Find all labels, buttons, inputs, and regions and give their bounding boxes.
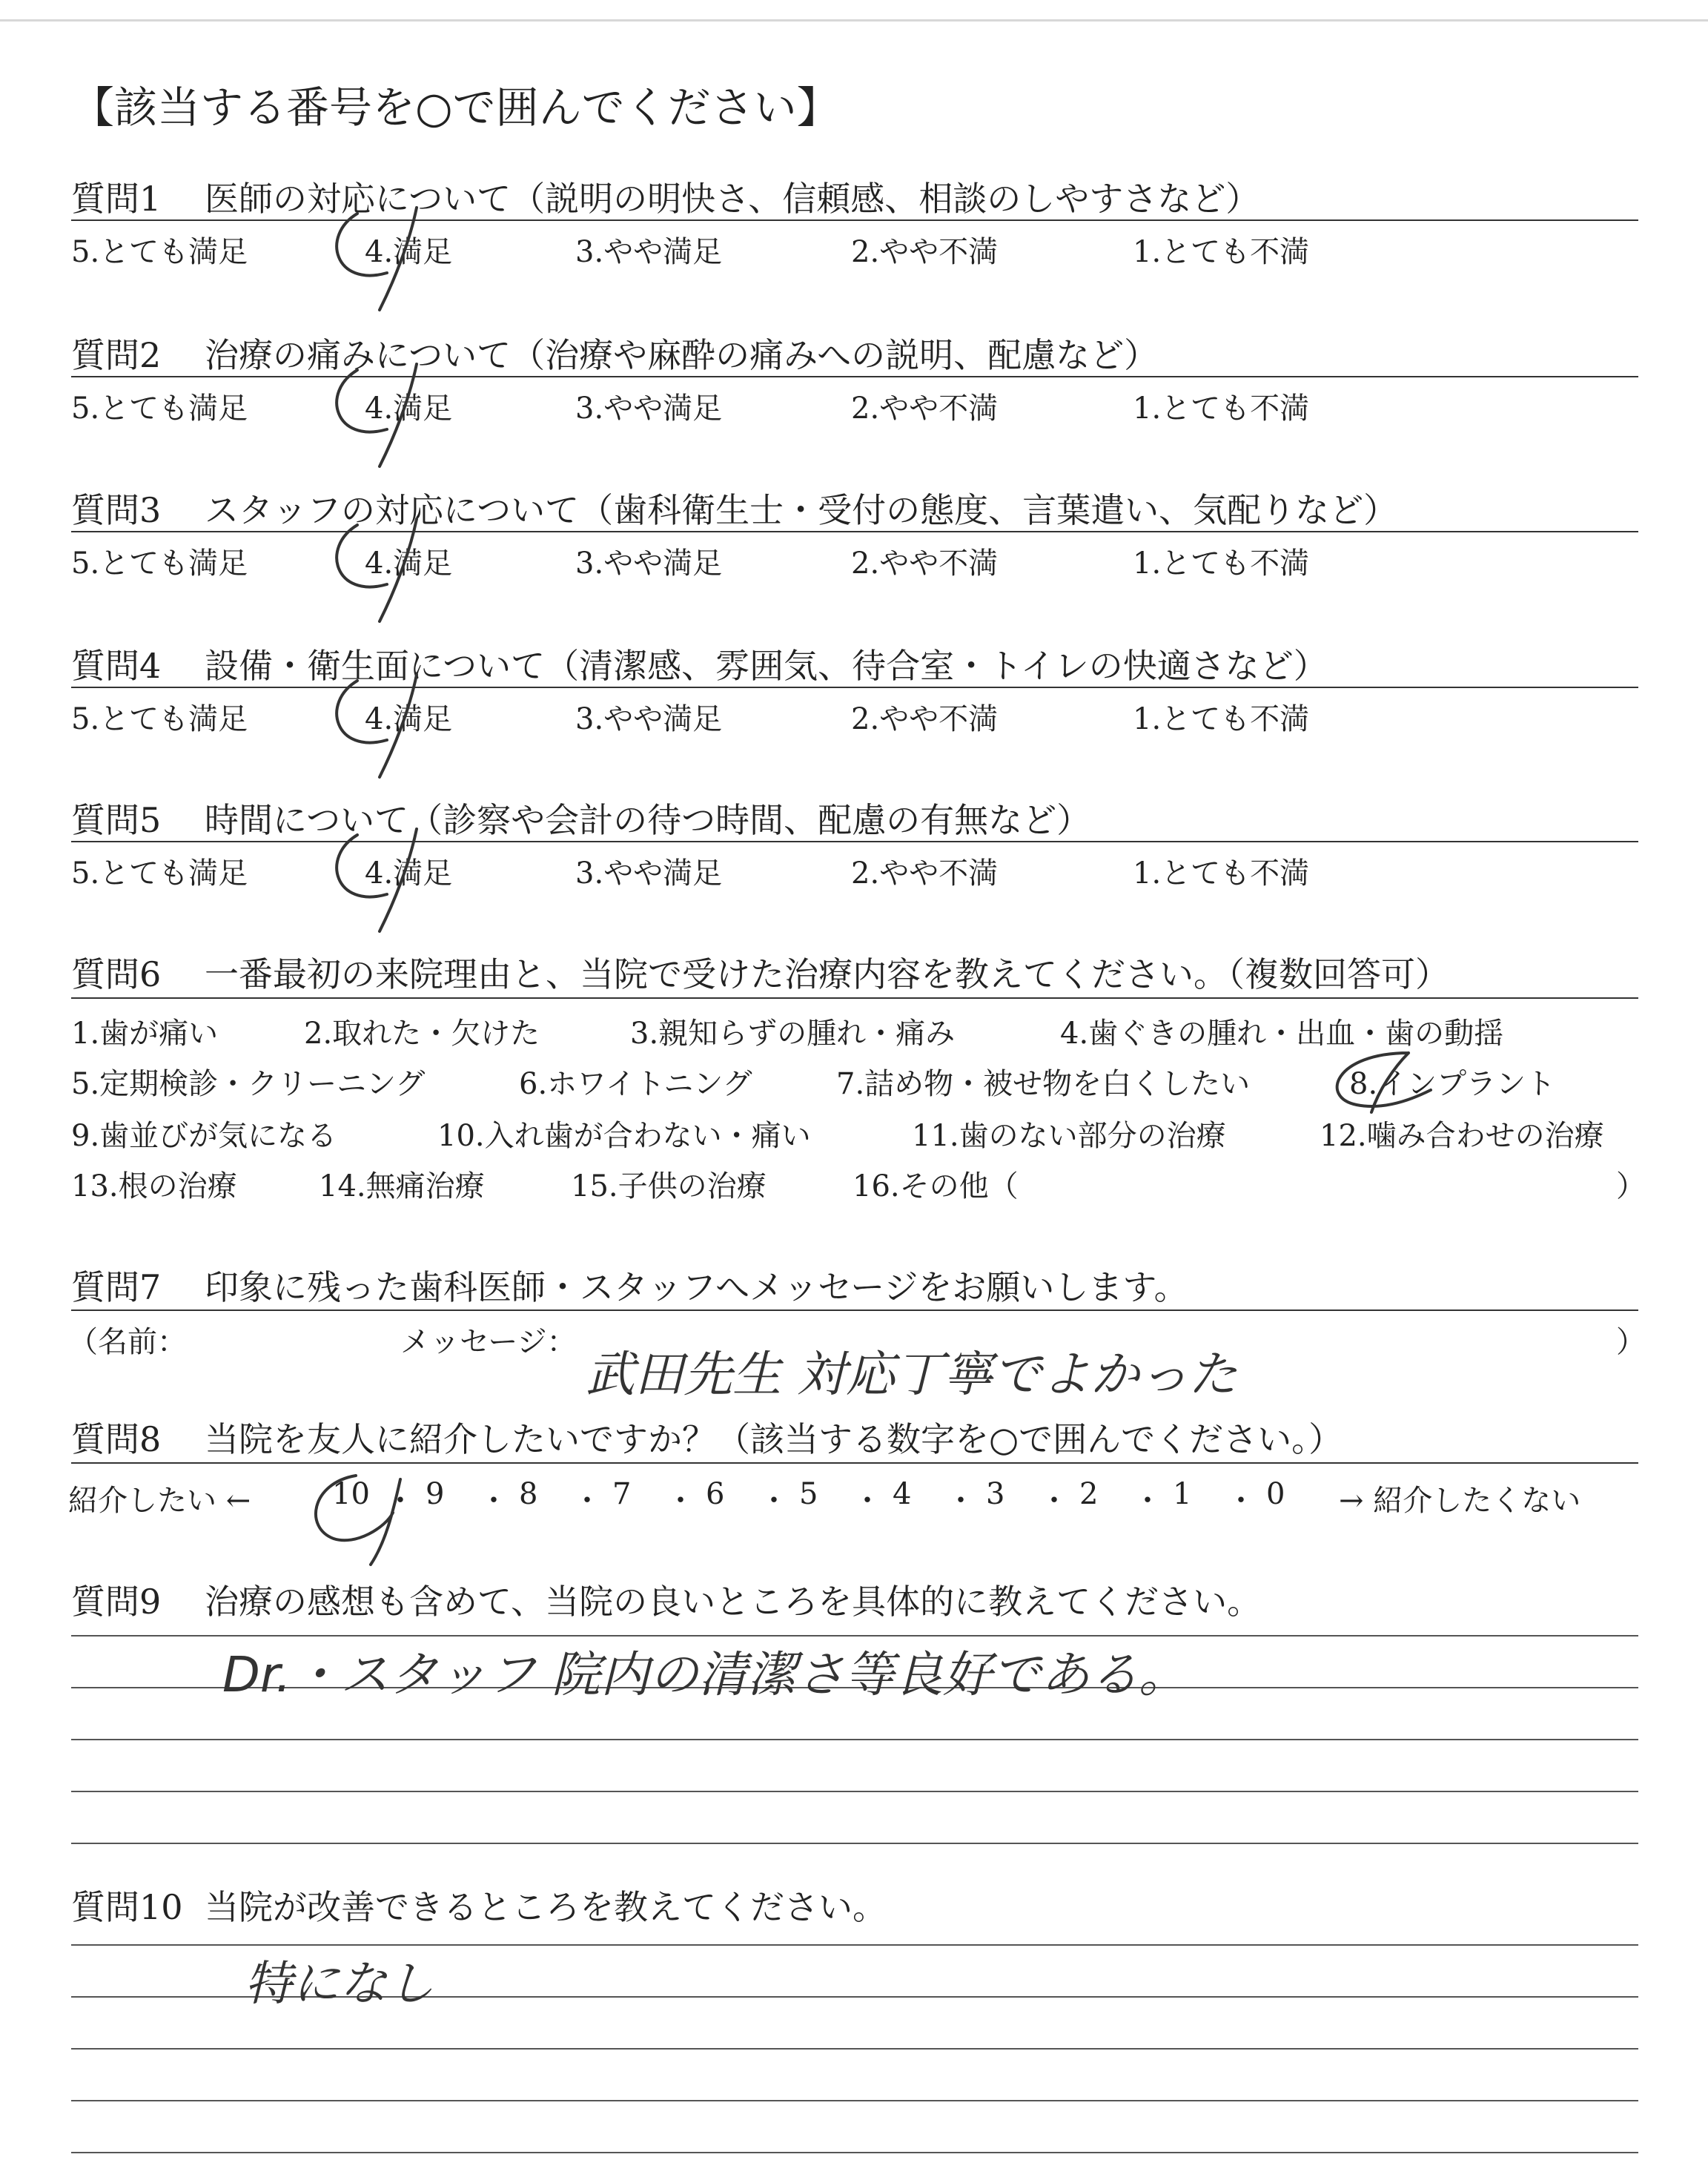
q8-scale-value-6: 6 <box>706 1477 725 1511</box>
form-heading: 【該当する番号を○で囲んでください】 <box>71 82 840 133</box>
q5-option-4: 2.やや不満 <box>851 856 999 891</box>
q5-selection-mark <box>337 829 417 931</box>
q4-option-4: 2.やや不満 <box>851 702 999 736</box>
q2-option-4: 2.やや不満 <box>851 392 999 426</box>
q8-scale-separator: ・ <box>479 1484 509 1518</box>
q3-option-4: 2.やや不満 <box>851 546 999 581</box>
q2-option-1: 5.とても満足 <box>71 392 248 426</box>
q4-selection-mark <box>337 675 417 777</box>
q2-option-5: 1.とても不満 <box>1133 392 1310 426</box>
q6-option-11: 11.歯のない部分の治療 <box>912 1119 1226 1153</box>
q8-scale-separator: ・ <box>1133 1484 1162 1518</box>
q7-message-label: メッセージ： <box>400 1325 577 1359</box>
q8-scale-value-10: 10 <box>332 1477 370 1511</box>
q1-option-1: 5.とても満足 <box>71 235 248 269</box>
q9-label: 質問9 <box>71 1582 162 1622</box>
q1-selection-mark <box>337 208 417 310</box>
q8-label: 質問8 <box>71 1419 162 1459</box>
q10-label: 質問10 <box>71 1887 183 1927</box>
q1-label: 質問1 <box>71 179 162 219</box>
q6-option-7: 7.詰め物・被せ物を白くしたい <box>836 1067 1251 1101</box>
q2-label: 質問2 <box>71 335 162 375</box>
q6-other-close: ） <box>1616 1169 1646 1203</box>
q3-label: 質問3 <box>71 490 162 530</box>
q3-selection-mark <box>337 519 417 621</box>
q3-option-2: 4.満足 <box>365 546 453 581</box>
q6-option-13: 13.根の治療 <box>71 1169 237 1203</box>
q8-scale-value-4: 4 <box>893 1477 912 1511</box>
q6-option-3: 3.親知らずの腫れ・痛み <box>630 1017 956 1051</box>
q8-right-label: → 紹介したくない <box>1339 1484 1581 1518</box>
q7-message-handwritten: 武田先生 対応丁寧でよかった <box>586 1346 1237 1403</box>
q10-text: 当院が改善できるところを教えてください。 <box>205 1887 887 1927</box>
q6-option-12: 12.噛み合わせの治療 <box>1320 1119 1604 1153</box>
q5-option-5: 1.とても不満 <box>1133 856 1310 891</box>
q6-option-9: 9.歯並びが気になる <box>71 1119 337 1153</box>
q8-scale-value-1: 1 <box>1173 1477 1192 1511</box>
q7-close-paren: ） <box>1616 1325 1646 1359</box>
q6-option-5: 5.定期検診・クリーニング <box>71 1067 426 1101</box>
q6-label: 質問6 <box>71 954 162 994</box>
q4-option-2: 4.満足 <box>365 702 453 736</box>
q8-scale-separator: ・ <box>759 1484 789 1518</box>
q7-text: 印象に残った歯科医師・スタッフへメッセージをお願いします。 <box>205 1267 1188 1307</box>
q8-scale-separator: ・ <box>1226 1484 1256 1518</box>
q1-text: 医師の対応について（説明の明快さ、信頼感、相談のしやすさなど） <box>205 179 1260 219</box>
q6-option-2: 2.取れた・欠けた <box>304 1017 540 1051</box>
q6-option-6: 6.ホワイトニング <box>519 1067 752 1101</box>
q1-option-2: 4.満足 <box>365 235 453 269</box>
q5-option-1: 5.とても満足 <box>71 856 248 891</box>
q4-text: 設備・衛生面について（清潔感、雰囲気、待合室・トイレの快適さなど） <box>205 646 1328 686</box>
q4-option-3: 3.やや満足 <box>575 702 723 736</box>
q8-text: 当院を友人に紹介したいですか？（該当する数字を○で囲んでください。） <box>205 1419 1343 1459</box>
q1-option-3: 3.やや満足 <box>575 235 723 269</box>
q9-answer-handwritten: Dr.・スタッフ 院内の清潔さ等良好である。 <box>222 1646 1188 1703</box>
q6-option-4: 4.歯ぐきの腫れ・出血・歯の動揺 <box>1060 1017 1504 1051</box>
q8-scale-separator: ・ <box>385 1484 415 1518</box>
q5-option-3: 3.やや満足 <box>575 856 723 891</box>
q6-text: 一番最初の来院理由と、当院で受けた治療内容を教えてください。（複数回答可） <box>205 954 1449 994</box>
q2-text: 治療の痛みについて（治療や麻酔の痛みへの説明、配慮など） <box>205 335 1159 375</box>
q3-option-1: 5.とても満足 <box>71 546 248 581</box>
q8-scale-value-7: 7 <box>612 1477 632 1511</box>
q6-selection-circle <box>1337 1053 1431 1112</box>
q2-option-2: 4.満足 <box>365 392 453 426</box>
q6-option-16: 16.その他（ <box>853 1169 1019 1203</box>
q5-option-2: 4.満足 <box>365 856 453 891</box>
q4-option-1: 5.とても満足 <box>71 702 248 736</box>
q7-label: 質問7 <box>71 1267 162 1307</box>
q8-scale-separator: ・ <box>946 1484 976 1518</box>
q8-scale-value-0: 0 <box>1266 1477 1285 1511</box>
q6-option-1: 1.歯が痛い <box>71 1017 219 1051</box>
q4-option-5: 1.とても不満 <box>1133 702 1310 736</box>
q8-scale-value-9: 9 <box>426 1477 445 1511</box>
q4-label: 質問4 <box>71 646 162 686</box>
q1-option-4: 2.やや不満 <box>851 235 999 269</box>
q8-scale-separator: ・ <box>1039 1484 1069 1518</box>
q8-scale-value-2: 2 <box>1079 1477 1099 1511</box>
q6-option-10: 10.入れ歯が合わない・痛い <box>437 1119 811 1153</box>
q3-option-5: 1.とても不満 <box>1133 546 1310 581</box>
q8-scale-value-5: 5 <box>799 1477 818 1511</box>
q10-answer-handwritten: 特になし <box>245 1957 434 2012</box>
q9-text: 治療の感想も含めて、当院の良いところを具体的に教えてください。 <box>205 1582 1262 1622</box>
q8-selection-circle <box>316 1476 400 1565</box>
q2-option-3: 3.やや満足 <box>575 392 723 426</box>
q6-option-15: 15.子供の治療 <box>571 1169 767 1203</box>
q8-scale-separator: ・ <box>853 1484 882 1518</box>
q1-option-5: 1.とても不満 <box>1133 235 1310 269</box>
q3-option-3: 3.やや満足 <box>575 546 723 581</box>
q5-text: 時間について（診察や会計の待つ時間、配慮の有無など） <box>205 800 1091 840</box>
q8-scale-value-8: 8 <box>519 1477 538 1511</box>
q8-scale-value-3: 3 <box>986 1477 1005 1511</box>
q5-label: 質問5 <box>71 800 162 840</box>
q8-scale-separator: ・ <box>666 1484 695 1518</box>
q8-scale-separator: ・ <box>572 1484 602 1518</box>
q7-name-label: （名前： <box>68 1325 187 1359</box>
q8-left-label: 紹介したい ← <box>68 1484 251 1518</box>
q3-text: スタッフの対応について（歯科衛生士・受付の態度、言葉遣い、気配りなど） <box>205 490 1398 530</box>
q6-option-14: 14.無痛治療 <box>319 1169 485 1203</box>
q6-option-8: 8.インプラント <box>1349 1067 1556 1101</box>
q2-selection-mark <box>337 364 417 466</box>
